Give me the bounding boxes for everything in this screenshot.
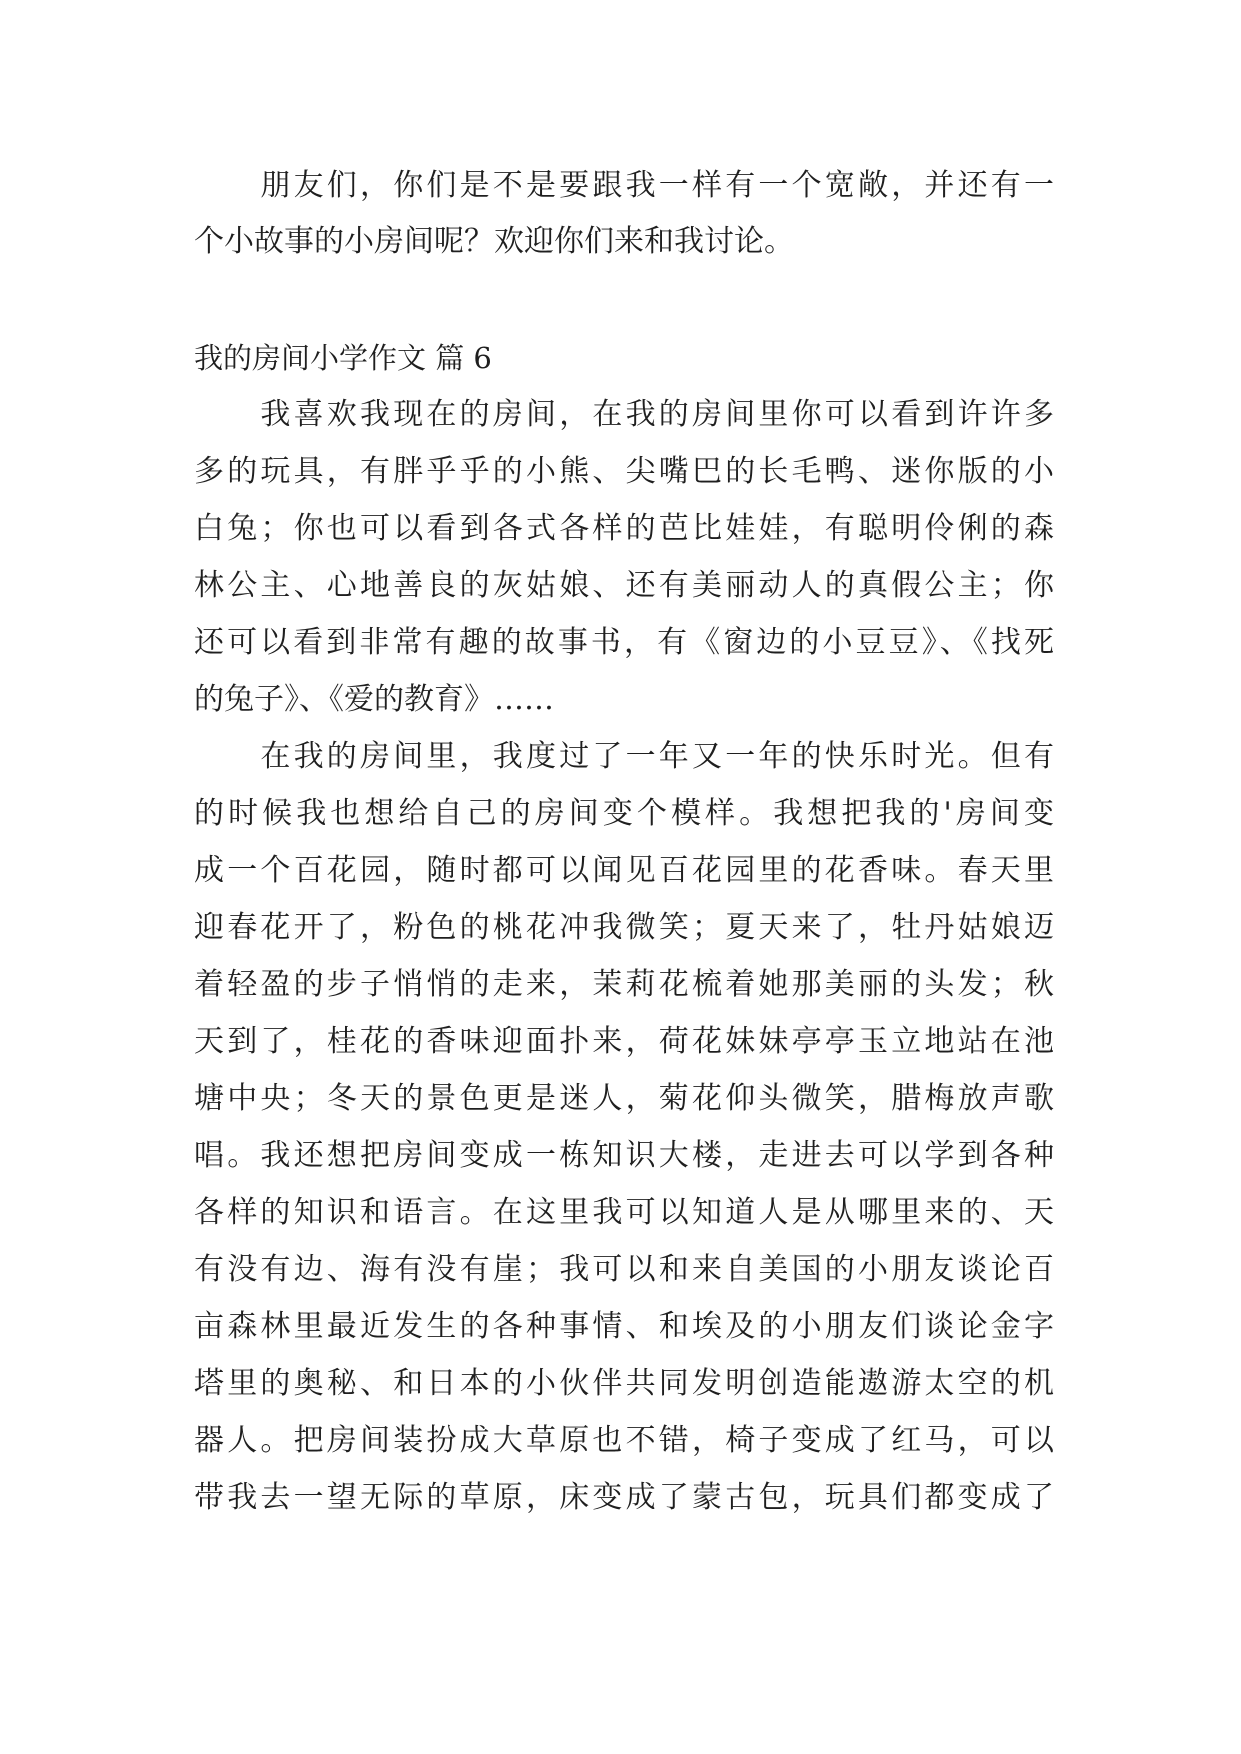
para1-line-1: 我喜欢我现在的房间，在我的房间里你可以看到许许多 (194, 397, 1054, 432)
para1-line-3: 白兔；你也可以看到各式各样的芭比娃娃，有聪明伶俐的森 (194, 511, 1054, 546)
para2-line-12: 塔里的奥秘、和日本的小伙伴共同发明创造能遨游太空的机 (194, 1366, 1054, 1401)
para2-line-5: 着轻盈的步子悄悄的走来，茉莉花梳着她那美丽的头发；秋 (194, 967, 1054, 1002)
para2-line-8: 唱。我还想把房间变成一栋知识大楼，走进去可以学到各种 (194, 1138, 1054, 1173)
para2-line-1: 在我的房间里，我度过了一年又一年的快乐时光。但有 (194, 739, 1054, 774)
para2-line-9: 各样的知识和语言。在这里我可以知道人是从哪里来的、天 (194, 1195, 1054, 1230)
para2-line-6: 天到了，桂花的香味迎面扑来，荷花妹妹亭亭玉立地站在池 (194, 1024, 1054, 1059)
para2-line-13: 器人。把房间装扮成大草原也不错，椅子变成了红马，可以 (194, 1423, 1054, 1458)
para1-line-5: 还可以看到非常有趣的故事书，有《窗边的小豆豆》、《找死 (194, 625, 1054, 660)
para2-line-2: 的时候我也想给自己的房间变个模样。我想把我的'房间变 (194, 796, 1054, 831)
para2-line-4: 迎春花开了，粉色的桃花冲我微笑；夏天来了，牡丹姑娘迈 (194, 910, 1054, 945)
intro-line-1: 朋友们，你们是不是要跟我一样有一个宽敞，并还有一 (194, 168, 1054, 203)
para1-line-6: 的兔子》、《爱的教育》…… (194, 682, 554, 717)
para2-line-3: 成一个百花园，随时都可以闻见百花园里的花香味。春天里 (194, 853, 1054, 888)
section-heading: 我的房间小学作文 篇 6 (194, 341, 492, 375)
para2-line-14: 带我去一望无际的草原，床变成了蒙古包，玩具们都变成了 (194, 1480, 1054, 1515)
para2-line-10: 有没有边、海有没有崖；我可以和来自美国的小朋友谈论百 (194, 1252, 1054, 1287)
intro-line-2: 个小故事的小房间呢？欢迎你们来和我讨论。 (194, 224, 794, 259)
para1-line-2: 多的玩具，有胖乎乎的小熊、尖嘴巴的长毛鸭、迷你版的小 (194, 454, 1054, 489)
para2-line-7: 塘中央；冬天的景色更是迷人，菊花仰头微笑，腊梅放声歌 (194, 1081, 1054, 1116)
para2-line-11: 亩森林里最近发生的各种事情、和埃及的小朋友们谈论金字 (194, 1309, 1054, 1344)
para1-line-4: 林公主、心地善良的灰姑娘、还有美丽动人的真假公主；你 (194, 568, 1054, 603)
